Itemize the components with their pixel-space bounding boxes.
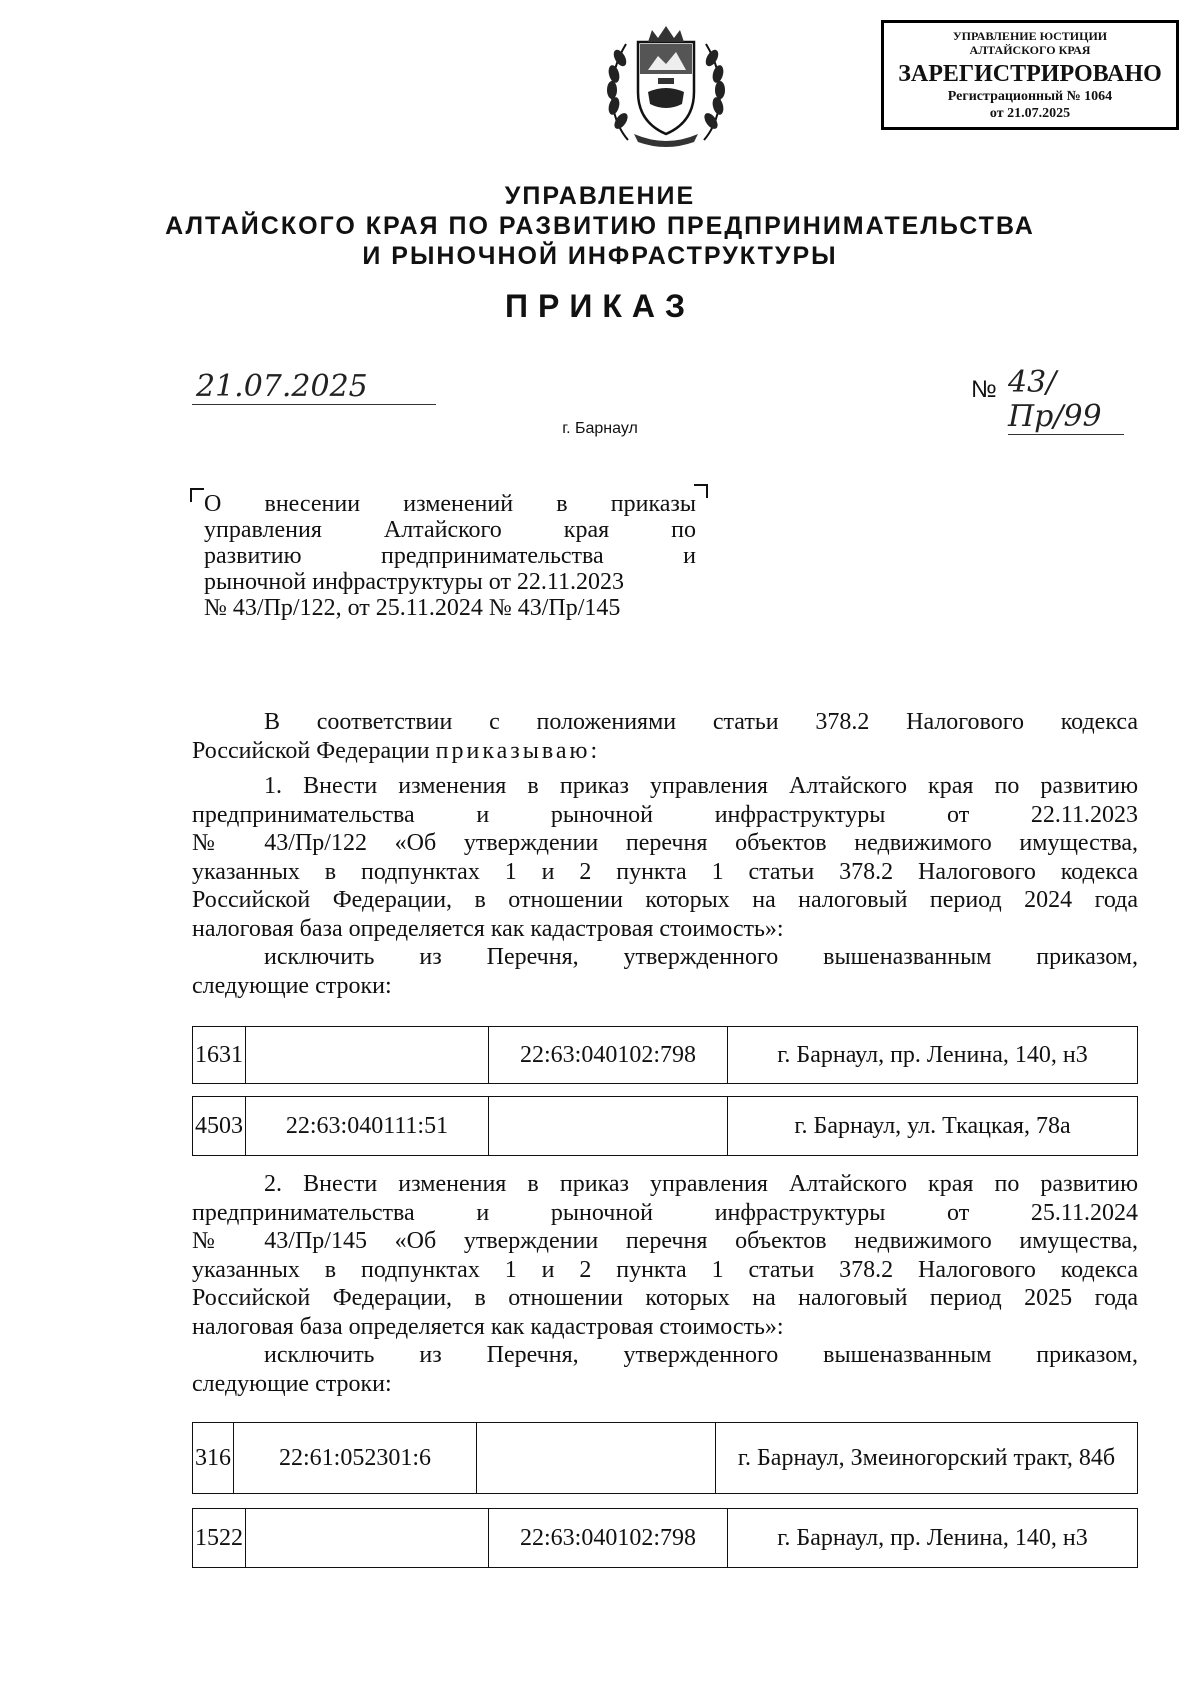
- stamp-status: ЗАРЕГИСТРИРОВАНО: [898, 61, 1162, 87]
- item2-paragraph: [192, 1170, 1138, 1398]
- item1-exclude-line: следующие строки:: [192, 972, 392, 999]
- item2-line: Российской Федерации, в отношении которых на налоговый период 2025 года: [192, 1285, 1138, 1311]
- preamble-text: Российской Федерации: [192, 737, 430, 764]
- subject-line: управления Алтайского края по: [204, 517, 696, 543]
- city-line: г. Барнаул: [562, 420, 638, 437]
- item2-exclude-line: исключить из Перечня, утвержденного вышеназванным приказом,: [264, 1342, 1138, 1368]
- org-title-line2: АЛТАЙСКОГО КРАЯ ПО РАЗВИТИЮ ПРЕДПРИНИМАТЕЛЬСТВА: [165, 212, 1035, 240]
- org-title-line3: И РЫНОЧНОЙ ИНФРАСТРУКТУРЫ: [362, 242, 838, 270]
- object-address: г. Барнаул, пр. Ленина, 140, н3: [728, 1027, 1138, 1084]
- item2-line: № 43/Пр/145 «Об утверждении перечня объектов недвижимого имущества,: [192, 1228, 1138, 1254]
- item1-line: предпринимательства и рыночной инфраструктуры от 22.11.2023: [192, 801, 1138, 828]
- stamp-line1: УПРАВЛЕНИЕ ЮСТИЦИИ: [952, 29, 1108, 43]
- subject-line: О внесении изменений в приказы: [204, 491, 696, 517]
- object-address: г. Барнаул, пр. Ленина, 140, н3: [728, 1509, 1138, 1568]
- subject-line: рыночной инфраструктуры от 22.11.2023: [204, 569, 625, 595]
- object-address: г. Барнаул, Змеиногорский тракт, 84б: [716, 1423, 1138, 1494]
- stamp-reg-number: Регистрационный № 1064: [947, 89, 1113, 104]
- row-number: 1522: [193, 1509, 246, 1568]
- cadastral-number-1: [246, 1509, 489, 1568]
- subject-bracket-left: [190, 488, 204, 502]
- item2-line: налоговая база определяется как кадастровая стоимость»:: [192, 1313, 784, 1340]
- subject-block: [204, 491, 696, 621]
- item2-table-row-1: [192, 1422, 1138, 1494]
- subject-line: развитию предпринимательства и: [204, 543, 696, 569]
- cadastral-number-1: [246, 1027, 489, 1084]
- item2-line: указанных в подпунктах 1 и 2 пункта 1 статьи 378.2 Налогового кодекса: [192, 1256, 1138, 1283]
- object-address: г. Барнаул, ул. Ткацкая, 78а: [728, 1097, 1138, 1156]
- cadastral-number-2: [477, 1423, 716, 1494]
- cadastral-number-2: 22:63:040102:798: [489, 1027, 728, 1084]
- item1-line: Российской Федерации, в отношении которых на налоговый период 2024 года: [192, 887, 1138, 913]
- item1-line: налоговая база определяется как кадастровая стоимость»:: [192, 915, 784, 942]
- handwritten-number: 43/Пр/99: [1008, 366, 1124, 435]
- subject-line: № 43/Пр/122, от 25.11.2024 № 43/Пр/145: [204, 595, 621, 621]
- registration-stamp: [881, 20, 1179, 130]
- preamble-line: В соответствии с положениями статьи 378.2 Налогового кодекса: [264, 709, 1138, 735]
- altai-krai-coat-of-arms-icon: [598, 22, 734, 150]
- row-number: 316: [193, 1423, 234, 1494]
- cadastral-number-1: 22:63:040111:51: [246, 1097, 489, 1156]
- item1-line: № 43/Пр/122 «Об утверждении перечня объектов недвижимого имущества,: [192, 830, 1138, 856]
- org-title-line1: УПРАВЛЕНИЕ: [504, 182, 696, 210]
- item2-exclude-line: следующие строки:: [192, 1370, 392, 1397]
- row-number: 4503: [193, 1097, 246, 1156]
- number-label: №: [971, 376, 997, 403]
- item1-table-row-1: [192, 1026, 1138, 1084]
- item1-line: 1. Внести изменения в приказ управления Алтайского края по развитию: [264, 773, 1138, 799]
- row-number: 1631: [193, 1027, 246, 1084]
- stamp-line2: АЛТАЙСКОГО КРАЯ: [969, 43, 1091, 57]
- item1-paragraph: [192, 772, 1138, 1000]
- preamble-paragraph: [192, 708, 1138, 765]
- handwritten-date: 21.07.2025: [192, 370, 436, 405]
- stamp-reg-date: от 21.07.2025: [989, 106, 1071, 121]
- preamble-line: [192, 737, 1138, 766]
- item1-table-row-2: [192, 1096, 1138, 1156]
- cadastral-number-1: 22:61:052301:6: [234, 1423, 477, 1494]
- item2-line: предпринимательства и рыночной инфраструктуры от 25.11.2024: [192, 1199, 1138, 1226]
- cadastral-number-2: [489, 1097, 728, 1156]
- item1-line: указанных в подпунктах 1 и 2 пункта 1 статьи 378.2 Налогового кодекса: [192, 858, 1138, 885]
- document-type: ПРИКАЗ: [504, 288, 696, 324]
- subject-bracket-right: [694, 484, 708, 498]
- preamble-order-word: приказываю:: [435, 737, 601, 764]
- item2-line: 2. Внести изменения в приказ управления Алтайского края по развитию: [264, 1171, 1138, 1197]
- item1-exclude-line: исключить из Перечня, утвержденного вышеназванным приказом,: [264, 944, 1138, 970]
- item2-table-row-2: [192, 1508, 1138, 1568]
- cadastral-number-2: 22:63:040102:798: [489, 1509, 728, 1568]
